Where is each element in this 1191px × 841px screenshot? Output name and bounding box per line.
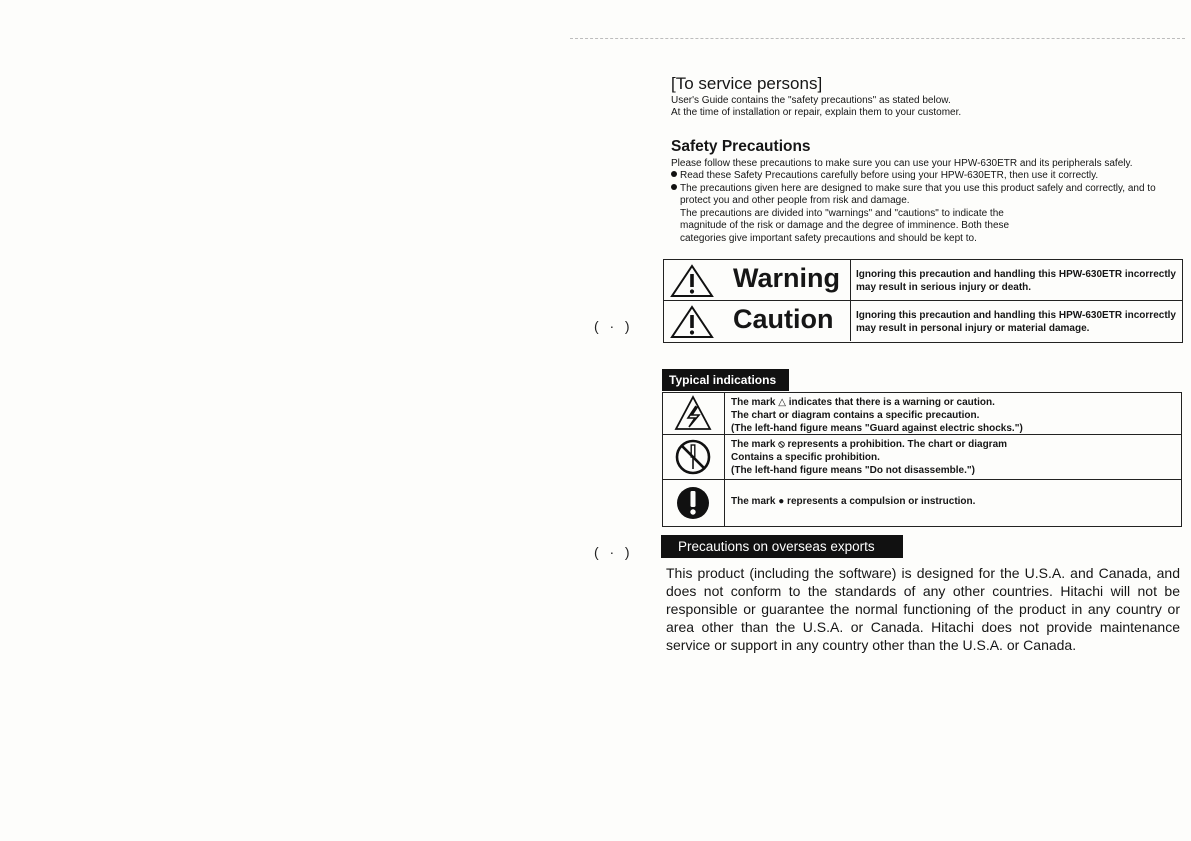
exports-heading: Precautions on overseas exports (661, 535, 903, 558)
binding-mark-top: ( · ) (594, 318, 634, 334)
safety-bullet-2-cont: categories give important safety precautions and should be kept to. (680, 233, 977, 244)
safety-bullet-2-cont: The precautions are divided into "warnings" and "cautions" to indicate the (680, 208, 1004, 219)
no-disassemble-icon (674, 437, 712, 477)
signal-word-table (663, 259, 1183, 343)
table-row (663, 435, 1181, 480)
row2-line3: (The left-hand figure means "Do not disassemble.") (731, 465, 975, 476)
bullet-dot-icon (671, 171, 677, 177)
row1-line1: The mark △ indicates that there is a warning or caution. (731, 397, 995, 408)
warning-text: Ignoring this precaution and handling this HPW-630ETR incorrectly may result in serious injury or death. (856, 269, 1176, 293)
typical-indications-table (662, 392, 1182, 527)
mandatory-action-icon (674, 482, 712, 524)
warning-triangle-icon (670, 305, 714, 339)
row2-line2: Contains a specific prohibition. (731, 452, 880, 463)
safety-bullet-2: The precautions given here are designed to make sure that you use this product safely and correctly, and to (671, 183, 1156, 196)
exports-text: This product (including the software) is designed for the U.S.A. and Canada, and does not conform to the standards of any other countries. Hitachi will not be responsible or guarantee the normal functioning of the product in any country or area other than the U.S.A. or Canada. Hitachi does not provide maintenance service or support in any country other than the U.S.A. or Canada. (666, 565, 1180, 653)
electric-shock-icon (674, 395, 712, 431)
bullet-dot-icon (671, 184, 677, 190)
service-heading: [To service persons] (671, 74, 823, 93)
safety-intro: Please follow these precautions to make sure you can use your HPW-630ETR and its peripherals safely. (671, 158, 1133, 169)
table-row (663, 480, 1181, 526)
binding-mark-bottom: ( · ) (594, 544, 634, 560)
warning-row (664, 260, 1182, 301)
warning-word: Warning (733, 263, 840, 293)
caution-text: Ignoring this precaution and handling this HPW-630ETR incorrectly may result in personal injury or material damage. (856, 310, 1176, 334)
caution-row (664, 301, 1182, 341)
table-row (663, 393, 1181, 435)
service-line-1: User's Guide contains the "safety precautions" as stated below. (671, 95, 951, 106)
row3-line1: The mark ● represents a compulsion or instruction. (731, 496, 976, 507)
row2-line1: The mark ⦸ represents a prohibition. The chart or diagram (731, 439, 1008, 450)
top-scan-line (570, 38, 1185, 39)
row1-line2: The chart or diagram contains a specific precaution. (731, 410, 980, 421)
safety-bullet-1: Read these Safety Precautions carefully before using your HPW-630ETR, then use it correctly. (671, 170, 1098, 183)
warning-triangle-icon (670, 264, 714, 298)
safety-bullet-2-cont: protect you and other people from risk and damage. (680, 195, 910, 206)
typical-indications-heading: Typical indications (662, 369, 789, 391)
caution-word: Caution (733, 304, 834, 334)
safety-heading: Safety Precautions (671, 138, 811, 155)
service-line-2: At the time of installation or repair, explain them to your customer. (671, 107, 962, 118)
safety-bullet-2-cont: magnitude of the risk or damage and the degree of imminence. Both these (680, 220, 1010, 231)
row1-line3: (The left-hand figure means "Guard against electric shocks.") (731, 423, 1023, 434)
